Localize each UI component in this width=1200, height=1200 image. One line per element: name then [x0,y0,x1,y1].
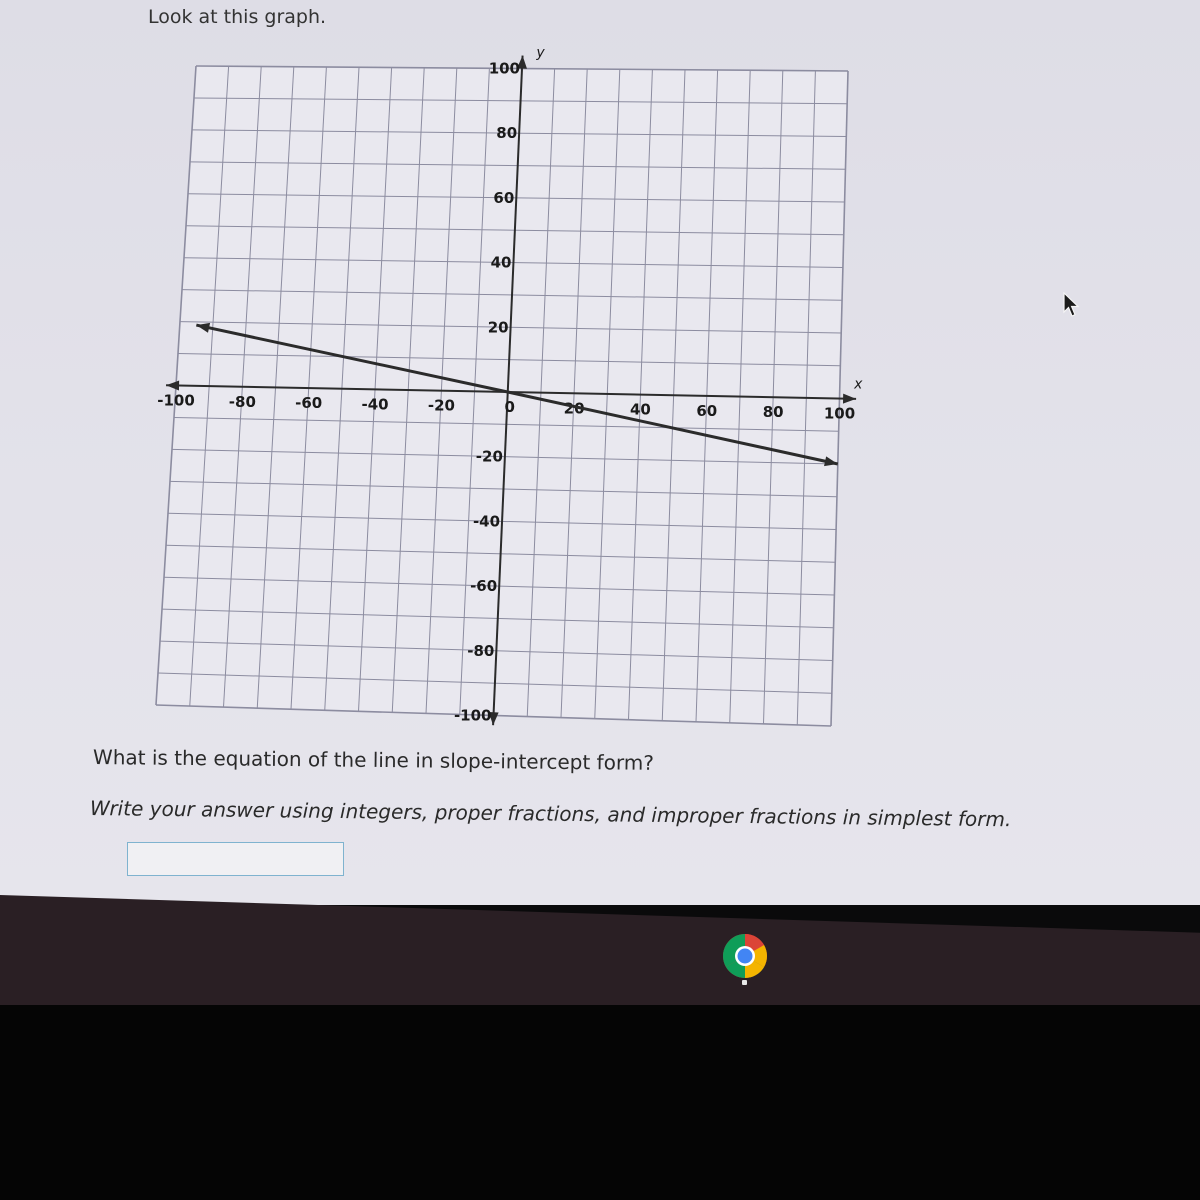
prompt-text: Look at this graph. [148,6,327,28]
answer-input[interactable] [127,842,344,876]
x-tick-label: 40 [630,400,651,419]
x-tick-label: -80 [228,392,256,411]
y-tick-label: 20 [487,318,509,337]
question-text: What is the equation of the line in slope-intercept form? [92,745,655,775]
mouse-cursor-icon [1062,292,1080,318]
y-tick-label: 60 [493,188,515,207]
y-tick-label: -80 [467,641,495,660]
x-axis-arrow-left [166,381,179,391]
x-tick-label: -20 [427,396,455,415]
x-tick-label: 20 [563,399,585,418]
y-tick-label: -20 [475,447,503,466]
x-tick-label: 100 [823,404,856,423]
instructions-text: Write your answer using integers, proper fractions, and improper fractions in simplest form. [89,796,1012,832]
y-axis-label: y [536,44,545,61]
y-tick-label: 40 [490,253,512,272]
y-tick-label: -60 [470,577,498,596]
x-axis-label: x [854,376,863,393]
y-tick-label: 80 [496,124,518,143]
x-tick-label: 60 [696,401,718,420]
y-tick-label: 100 [488,59,520,78]
x-tick-label: -100 [157,391,195,410]
chrome-icon[interactable] [721,932,769,980]
y-tick-label: -100 [453,706,492,725]
x-tick-label: 0 [504,398,515,416]
x-axis-arrow-right [843,394,856,404]
x-tick-label: -40 [361,395,389,414]
x-tick-label: 80 [762,403,784,422]
y-tick-label: -40 [472,512,501,531]
running-indicator [742,980,747,985]
x-tick-label: -60 [295,394,323,413]
monitor-bezel [0,1005,1200,1200]
